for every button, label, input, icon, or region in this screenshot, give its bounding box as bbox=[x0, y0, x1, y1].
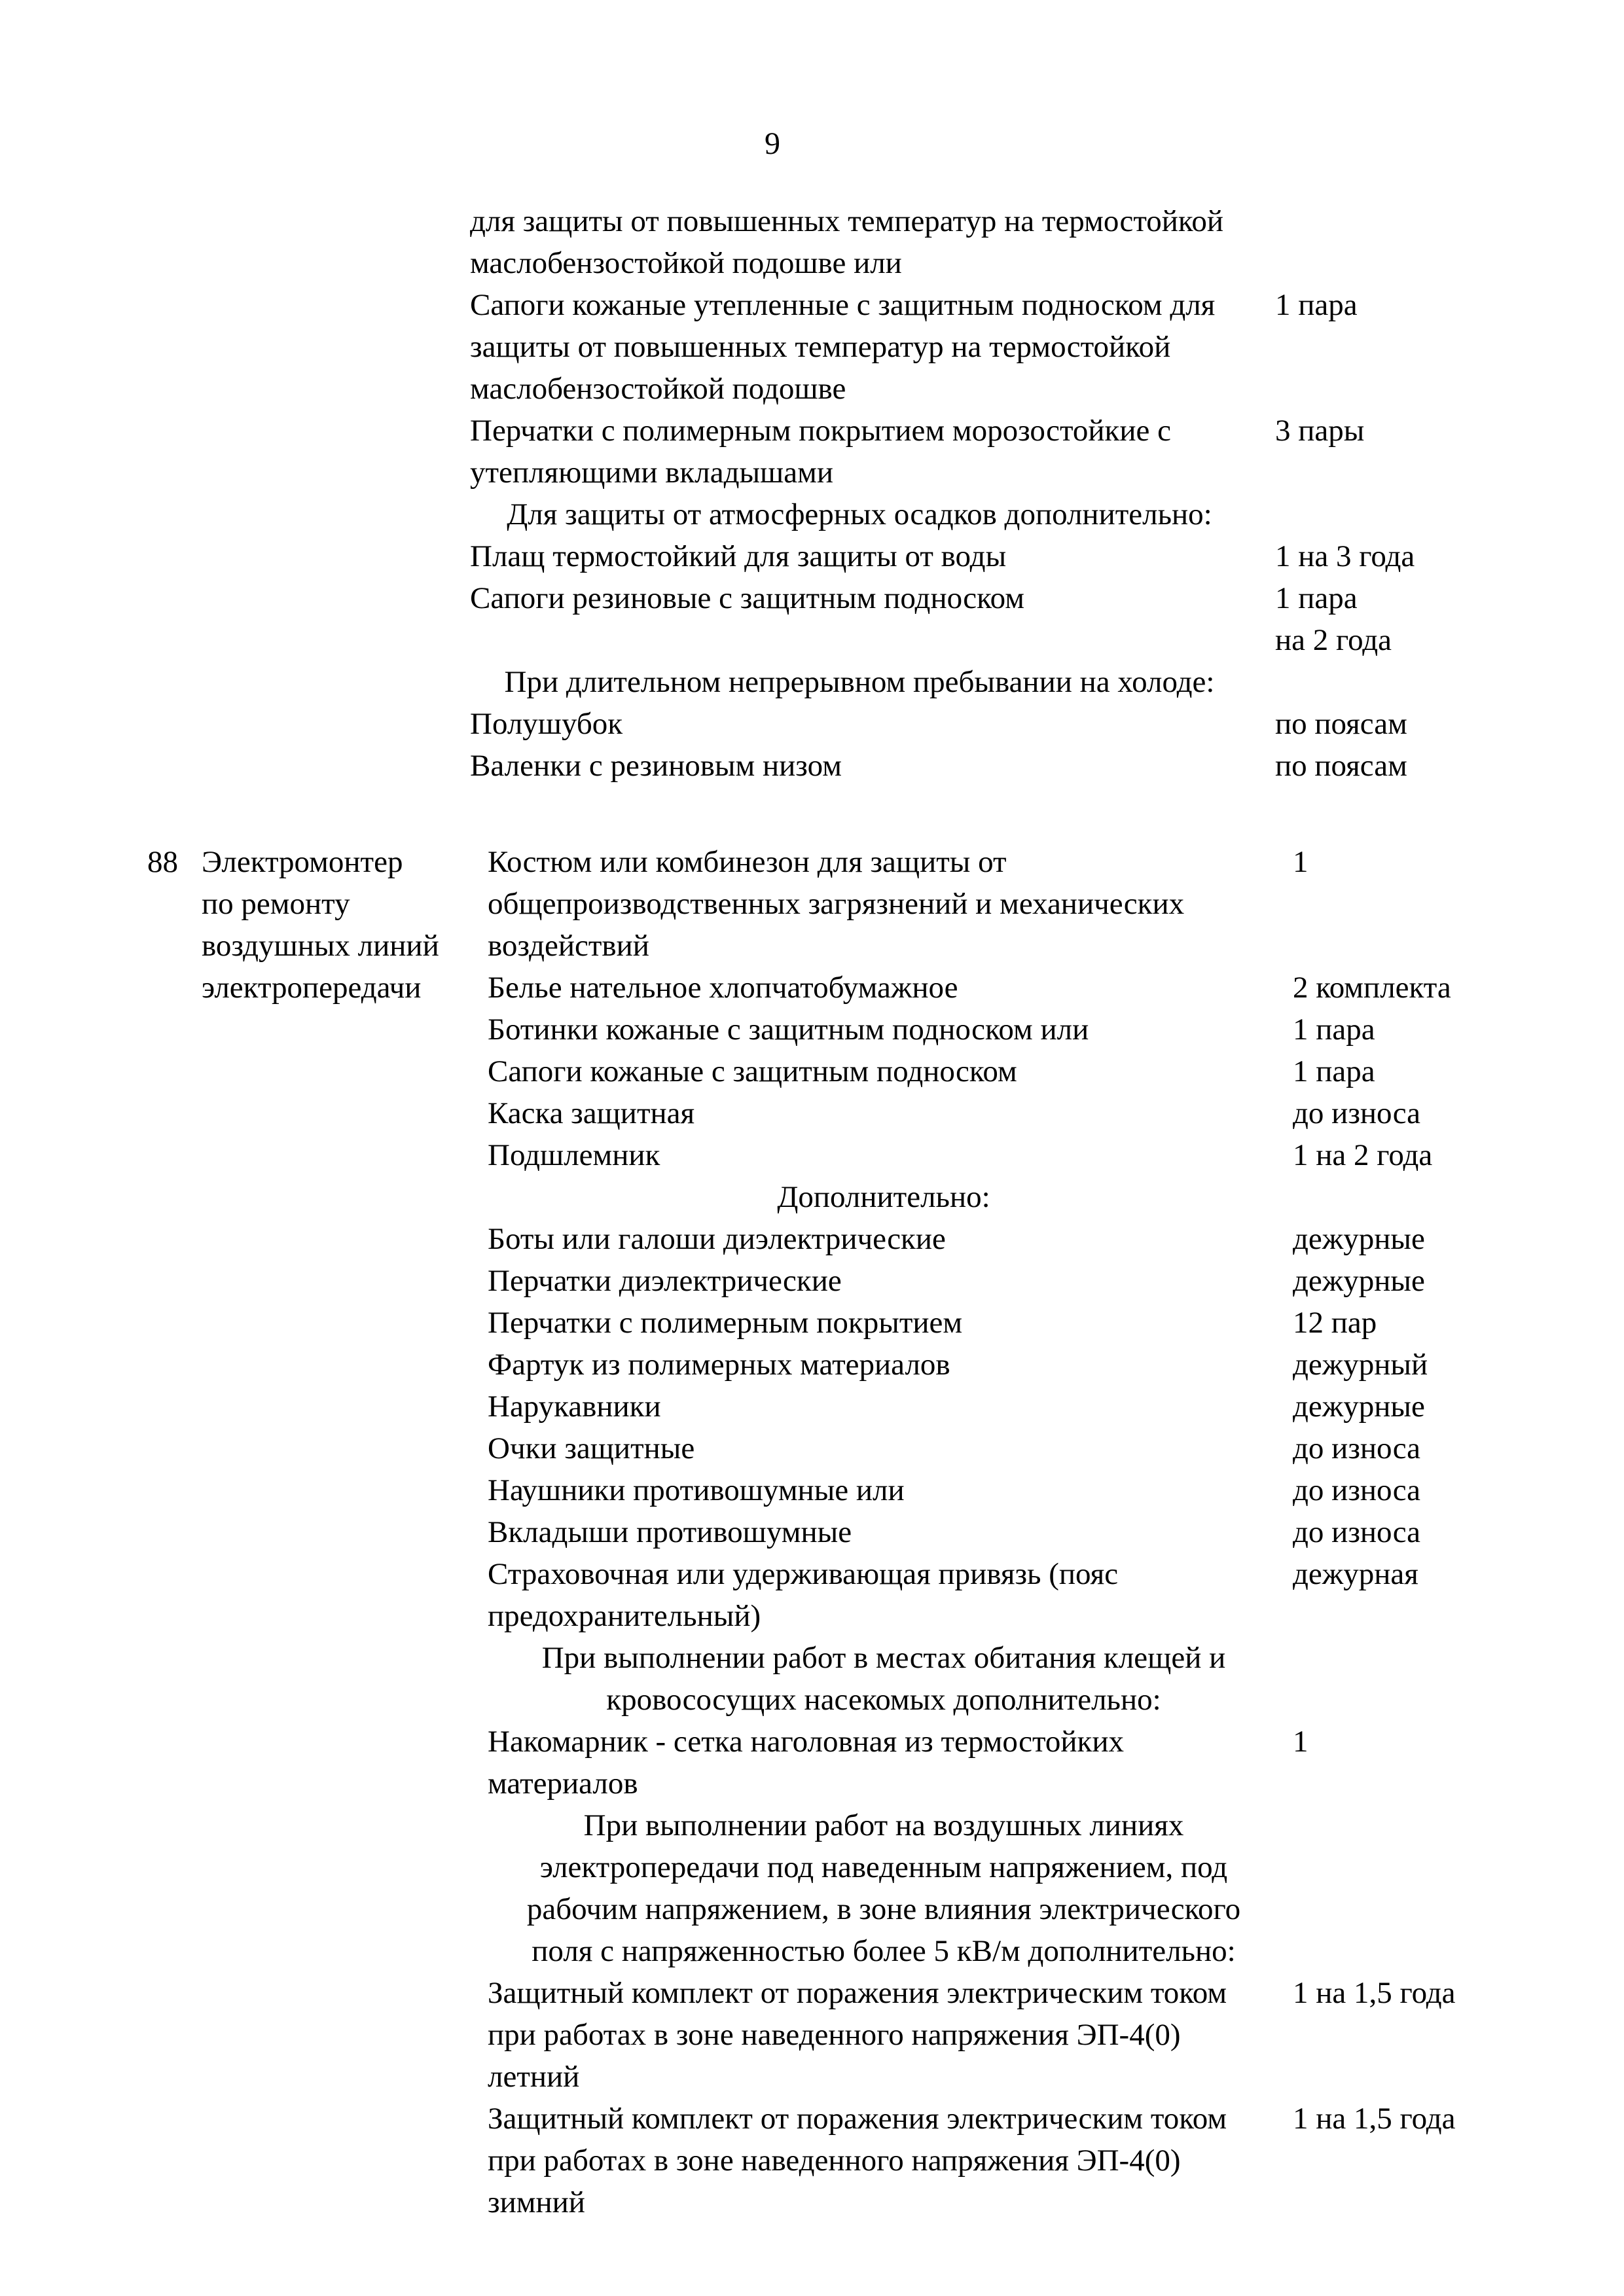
item-norm-line: 1 bbox=[1293, 1725, 1308, 1759]
item-name-line: для защиты от повышенных температур на термостойкой bbox=[470, 204, 1224, 238]
item-norm bbox=[1293, 1344, 1428, 1386]
item-norm bbox=[1293, 1972, 1456, 2014]
table-row bbox=[488, 1972, 1456, 2098]
subheader-line: кровососущих насекомых дополнительно: bbox=[606, 1683, 1161, 1717]
table-row bbox=[488, 1721, 1456, 1804]
item-name bbox=[470, 200, 1275, 284]
item-name-line: воздействий bbox=[488, 929, 649, 963]
item-name-line: зимний bbox=[488, 2185, 585, 2219]
item-name-line: при работах в зоне наведенного напряжения ЭП-4(0) bbox=[488, 2018, 1181, 2052]
item-norm-line: 1 пара bbox=[1275, 581, 1358, 615]
item-name-line: Вкладыши противошумные bbox=[488, 1515, 852, 1549]
table-row bbox=[470, 577, 1415, 661]
table-row bbox=[470, 284, 1415, 410]
table-row bbox=[488, 1260, 1456, 1302]
item-name-line: Валенки с резиновым низом bbox=[470, 749, 842, 783]
item-name bbox=[488, 1218, 1293, 1260]
item-norm bbox=[1275, 703, 1407, 745]
item-norm-line: 1 на 3 года bbox=[1275, 539, 1415, 573]
item-norm-line: до износа bbox=[1293, 1515, 1420, 1549]
item-name bbox=[488, 1511, 1293, 1553]
item-norm bbox=[1293, 841, 1308, 883]
item-name-line: Сапоги кожаные утепленные с защитным подноском для bbox=[470, 288, 1216, 322]
subheader: Дополнительно: bbox=[777, 1180, 990, 1214]
item-name-line: Нарукавники bbox=[488, 1390, 661, 1424]
subheader-line: поля с напряженностью более 5 кВ/м дополнительно: bbox=[532, 1934, 1236, 1968]
item-norm bbox=[1275, 745, 1407, 787]
item-norm-line: по поясам bbox=[1275, 707, 1407, 741]
item-name bbox=[488, 1134, 1293, 1176]
table-row bbox=[488, 2098, 1456, 2223]
item-norm-line: дежурная bbox=[1293, 1557, 1418, 1591]
table-row bbox=[488, 1302, 1456, 1344]
item-norm-line: дежурные bbox=[1293, 1222, 1425, 1256]
item-norm-line: 1 пара bbox=[1275, 288, 1358, 322]
item-name bbox=[488, 1009, 1293, 1050]
table-row bbox=[488, 1009, 1456, 1050]
item-name bbox=[470, 745, 1275, 787]
item-norm bbox=[1293, 1553, 1418, 1595]
item-norm bbox=[1293, 1050, 1375, 1092]
item-name-line: Очки защитные bbox=[488, 1431, 695, 1465]
item-norm-line: до износа bbox=[1293, 1431, 1420, 1465]
item-name bbox=[470, 410, 1275, 493]
item-number: 88 bbox=[147, 845, 178, 879]
item-name-line: Белье нательное хлопчатобумажное bbox=[488, 971, 958, 1005]
item-name bbox=[470, 284, 1275, 410]
item-norm-line: по поясам bbox=[1275, 749, 1407, 783]
item-name-line: Костюм или комбинезон для защиты от bbox=[488, 845, 1007, 879]
item-name bbox=[488, 2098, 1293, 2223]
table-row bbox=[470, 745, 1415, 787]
item-name-line: Полушубок bbox=[470, 707, 623, 741]
item-norm bbox=[1293, 1469, 1420, 1511]
subheader-line: При выполнении работ в местах обитания клещей и bbox=[541, 1641, 1226, 1675]
item-name bbox=[488, 1260, 1293, 1302]
item-name-line: Страховочная или удерживающая привязь (пояс bbox=[488, 1557, 1119, 1591]
subheader: Для защиты от атмосферных осадков дополнительно: bbox=[507, 497, 1212, 531]
item-name-line: летний bbox=[488, 2060, 580, 2094]
item-name-line: Боты или галоши диэлектрические bbox=[488, 1222, 946, 1256]
table-row bbox=[488, 841, 1456, 967]
item-norm-line: 1 на 1,5 года bbox=[1293, 2102, 1456, 2136]
table-row bbox=[488, 1427, 1456, 1469]
profession-line: Электромонтер bbox=[202, 845, 403, 879]
item-name-line: предохранительный) bbox=[488, 1599, 761, 1633]
item-norm-line: дежурные bbox=[1293, 1264, 1425, 1298]
item-name-line: Защитный комплект от поражения электрическим током bbox=[488, 1976, 1227, 2010]
item-norm bbox=[1275, 284, 1358, 326]
section-item-88 bbox=[488, 841, 1456, 2223]
item-name bbox=[488, 967, 1293, 1009]
item-name bbox=[488, 1427, 1293, 1469]
table-row bbox=[470, 410, 1415, 493]
table-row bbox=[488, 1218, 1456, 1260]
item-name bbox=[470, 535, 1275, 577]
item-name-line: Перчатки с полимерным покрытием морозостойкие с bbox=[470, 414, 1171, 448]
item-name-line: Перчатки с полимерным покрытием bbox=[488, 1306, 963, 1340]
item-norm-line: 1 на 2 года bbox=[1293, 1138, 1433, 1172]
item-name-line: Ботинки кожаные с защитным подноском или bbox=[488, 1013, 1089, 1047]
item-name-line: Накомарник - сетка наголовная из термостойких bbox=[488, 1725, 1125, 1759]
table-row bbox=[488, 1134, 1456, 1176]
item-norm bbox=[1293, 1386, 1425, 1427]
table-row bbox=[488, 1092, 1456, 1134]
item-norm bbox=[1293, 1092, 1420, 1134]
item-norm-line: дежурные bbox=[1293, 1390, 1425, 1424]
table-row bbox=[488, 1469, 1456, 1511]
item-norm bbox=[1293, 1302, 1377, 1344]
profession-line: воздушных линий bbox=[202, 929, 439, 963]
item-norm bbox=[1275, 577, 1392, 661]
item-norm bbox=[1293, 1134, 1432, 1176]
item-name-line: Подшлемник bbox=[488, 1138, 660, 1172]
item-name-line: Сапоги кожаные с защитным подноском bbox=[488, 1054, 1017, 1088]
profession-name bbox=[202, 841, 439, 1009]
table-row bbox=[488, 1553, 1456, 1637]
item-name bbox=[488, 1972, 1293, 2098]
table-row bbox=[488, 1511, 1456, 1553]
item-name-line: маслобензостойкой подошве или bbox=[470, 246, 902, 280]
subheader-line: электропередачи под наведенным напряжением, под bbox=[539, 1850, 1228, 1884]
item-norm-line: 2 комплекта bbox=[1293, 971, 1451, 1005]
item-norm bbox=[1275, 410, 1364, 452]
profession-line: электропередачи bbox=[202, 971, 422, 1005]
section-continuation bbox=[470, 200, 1415, 787]
subheader-line: При выполнении работ на воздушных линиях bbox=[583, 1808, 1184, 1842]
item-norm-line: 1 на 1,5 года bbox=[1293, 1976, 1456, 2010]
table-row bbox=[488, 1050, 1456, 1092]
item-name-line: при работах в зоне наведенного напряжения ЭП-4(0) bbox=[488, 2144, 1181, 2178]
item-name-line: утепляющими вкладышами bbox=[470, 456, 834, 490]
item-name bbox=[488, 841, 1293, 967]
item-norm-line: дежурный bbox=[1293, 1348, 1428, 1382]
item-norm bbox=[1293, 1260, 1425, 1302]
table-row bbox=[470, 200, 1415, 284]
subheader-line: рабочим напряжением, в зоне влияния электрического bbox=[526, 1892, 1241, 1926]
item-norm-line: до износа bbox=[1293, 1096, 1420, 1130]
item-norm-line: 1 bbox=[1293, 845, 1308, 879]
item-name-line: Каска защитная bbox=[488, 1096, 695, 1130]
table-row bbox=[488, 1344, 1456, 1386]
table-row bbox=[488, 967, 1456, 1009]
item-norm-line: 1 пара bbox=[1293, 1013, 1375, 1047]
item-norm-line: на 2 года bbox=[1275, 623, 1392, 657]
item-name-line: Защитный комплект от поражения электрическим током bbox=[488, 2102, 1227, 2136]
item-norm bbox=[1275, 535, 1415, 577]
item-norm bbox=[1293, 967, 1451, 1009]
page-number: 9 bbox=[765, 126, 780, 161]
item-norm bbox=[1293, 1427, 1420, 1469]
item-name-line: Перчатки диэлектрические bbox=[488, 1264, 842, 1298]
item-name bbox=[488, 1469, 1293, 1511]
item-name bbox=[488, 1721, 1293, 1804]
item-name bbox=[470, 577, 1275, 619]
item-name-line: Фартук из полимерных материалов bbox=[488, 1348, 950, 1382]
item-norm-line: 12 пар bbox=[1293, 1306, 1377, 1340]
item-name bbox=[488, 1092, 1293, 1134]
item-norm bbox=[1293, 2098, 1456, 2140]
item-name bbox=[488, 1386, 1293, 1427]
subheader: При длительном непрерывном пребывании на холоде: bbox=[504, 665, 1215, 699]
item-name bbox=[470, 703, 1275, 745]
item-norm bbox=[1293, 1511, 1420, 1553]
item-name-line: Сапоги резиновые с защитным подноском bbox=[470, 581, 1024, 615]
item-name-line: Плащ термостойкий для защиты от воды bbox=[470, 539, 1007, 573]
item-name bbox=[488, 1302, 1293, 1344]
item-name-line: защиты от повышенных температур на термостойкой bbox=[470, 330, 1171, 364]
table-row bbox=[470, 703, 1415, 745]
table-row bbox=[470, 535, 1415, 577]
item-norm-line: до износа bbox=[1293, 1473, 1420, 1507]
item-norm-line: 3 пары bbox=[1275, 414, 1365, 448]
item-name-line: маслобензостойкой подошве bbox=[470, 372, 846, 406]
item-name-line: материалов bbox=[488, 1767, 638, 1801]
item-name bbox=[488, 1553, 1293, 1637]
item-norm-line: 1 пара bbox=[1293, 1054, 1375, 1088]
item-name bbox=[488, 1050, 1293, 1092]
item-name-line: общепроизводственных загрязнений и механических bbox=[488, 887, 1185, 921]
item-name-line: Наушники противошумные или bbox=[488, 1473, 905, 1507]
table-row bbox=[488, 1386, 1456, 1427]
item-name bbox=[488, 1344, 1293, 1386]
item-norm bbox=[1293, 1721, 1308, 1763]
item-norm bbox=[1293, 1009, 1375, 1050]
profession-line: по ремонту bbox=[202, 887, 350, 921]
item-norm bbox=[1293, 1218, 1425, 1260]
